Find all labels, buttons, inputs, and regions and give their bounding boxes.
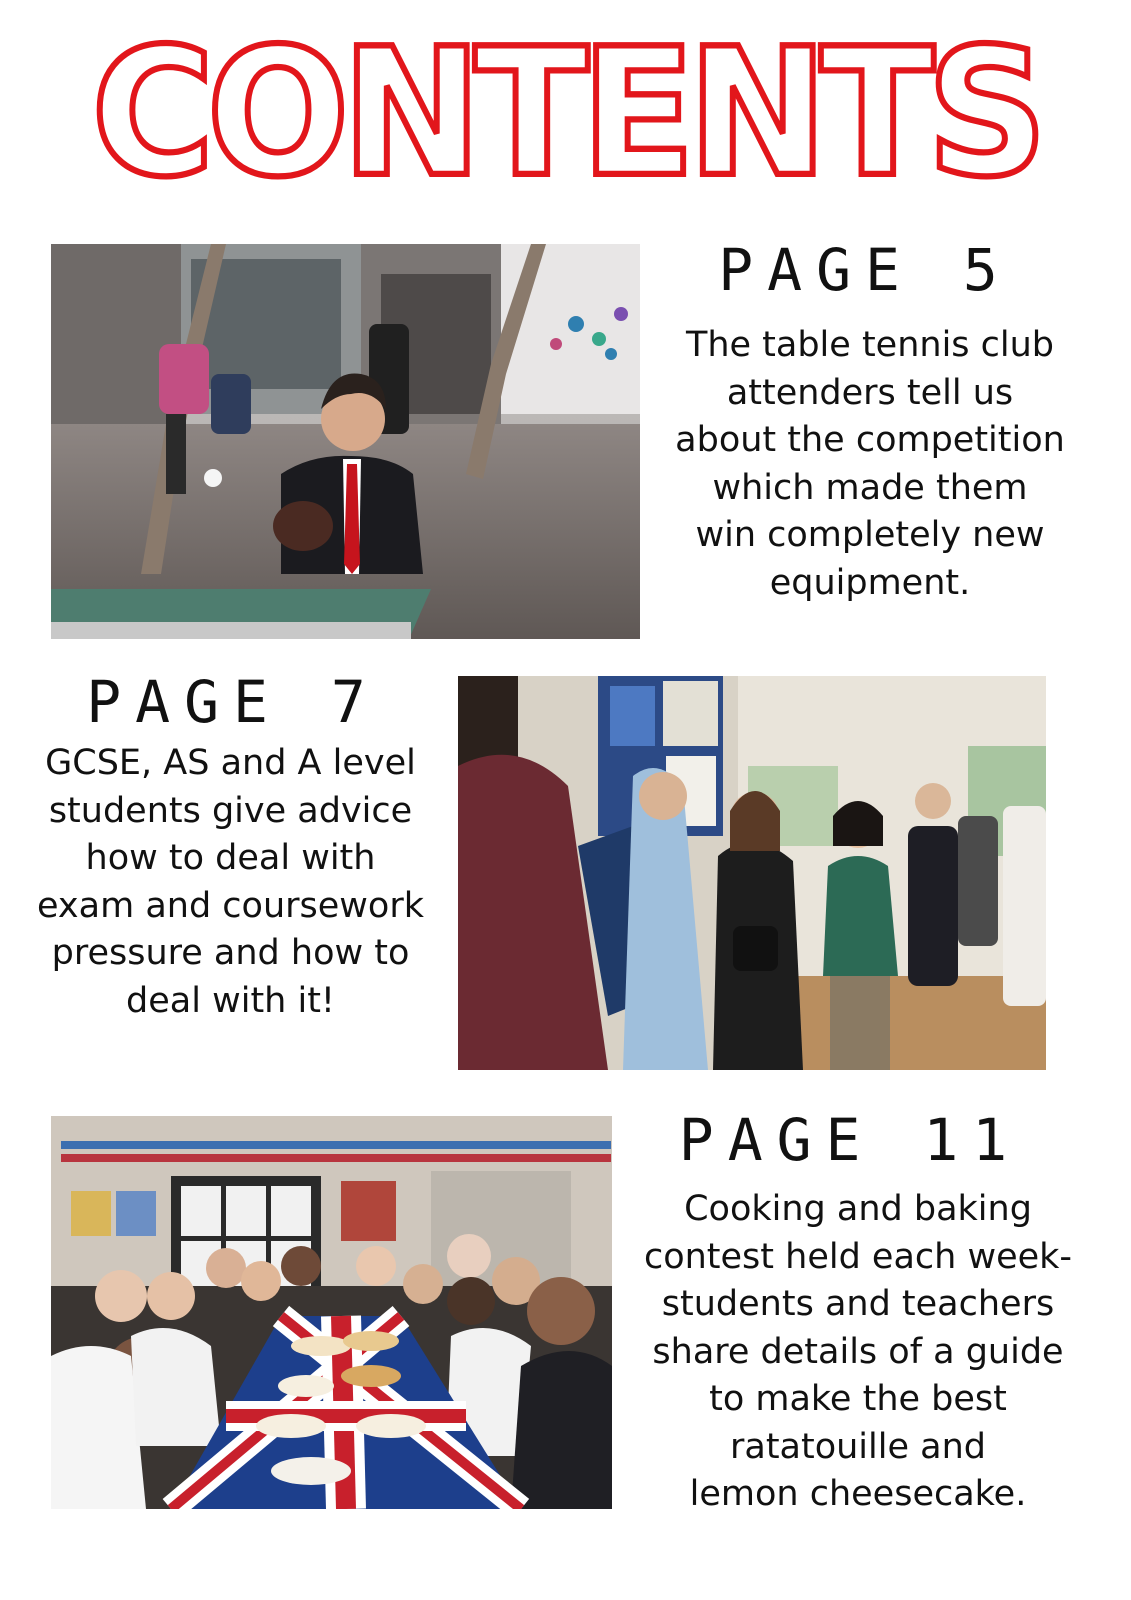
entry-line: ratatouille and	[729, 1426, 986, 1467]
entry-line: lemon cheesecake.	[689, 1474, 1027, 1514]
page-title: CONTENTS	[91, 10, 1040, 216]
entry-line: which made them	[712, 467, 1028, 508]
entry-line: pressure and how to	[51, 933, 410, 973]
entry-line: deal with it!	[126, 980, 335, 1021]
entry-line: contest held each week-	[643, 1236, 1073, 1277]
entry-line: students give advice	[48, 790, 413, 831]
entry-description	[8, 740, 453, 1025]
entry-line: win completely new	[695, 515, 1045, 555]
table-tennis-photo	[51, 244, 640, 639]
entry-line: share details of a guide	[652, 1331, 1064, 1372]
entry-line: GCSE, AS and A level	[45, 743, 416, 783]
cooking-contest-photo	[51, 1116, 612, 1509]
entry-line: equipment.	[769, 562, 971, 603]
entry-line: about the competition	[675, 420, 1065, 460]
entry-page-label: PAGE 11	[678, 1106, 1022, 1174]
entry-line: Cooking and baking	[684, 1189, 1032, 1229]
entry-page-label: PAGE 7	[86, 668, 380, 736]
entry-line: exam and coursework	[37, 885, 424, 926]
students-queue-photo	[458, 676, 1046, 1070]
entry-line: to make the best	[709, 1379, 1007, 1419]
entry-page-label: PAGE 5	[718, 236, 1012, 304]
entry-line: The table tennis club	[685, 325, 1055, 365]
entry-line: attenders tell us	[726, 372, 1014, 413]
entry-description	[645, 322, 1095, 607]
entry-line: how to deal with	[85, 838, 376, 878]
entry-description	[618, 1186, 1098, 1519]
entry-line: students and teachers	[661, 1284, 1055, 1324]
